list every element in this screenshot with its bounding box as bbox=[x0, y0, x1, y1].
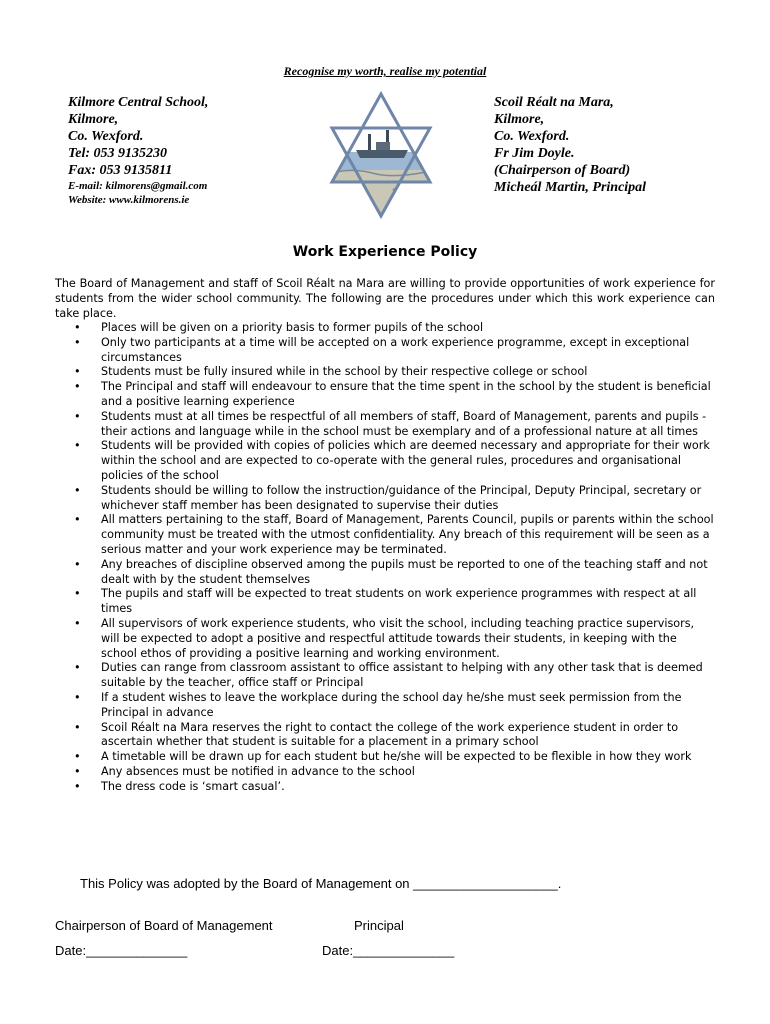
list-item: • Students will be provided with copies of policies which are deemed necessary and appropriate for their work within the school and are expected to co-operate with the general rules, procedures and organisational policies of the school bbox=[55, 439, 715, 483]
principal-name: Micheál Martin, Principal bbox=[494, 180, 647, 195]
list-item: • Any breaches of discipline observed among the pupils must be reported to one of the teaching staff and not dealt with by the student themselves bbox=[55, 558, 715, 588]
chairperson-role: (Chairperson of Board) bbox=[494, 163, 631, 178]
principal-signature-label: Principal bbox=[354, 918, 404, 933]
policy-rules-list bbox=[55, 321, 715, 795]
email-line: E-mail: kilmorens@gmail.com bbox=[68, 180, 208, 192]
school-address-right bbox=[494, 94, 646, 196]
address-line: Scoil Réalt na Mara, bbox=[494, 95, 614, 110]
adoption-statement: This Policy was adopted by the Board of Management on ____________________. bbox=[80, 876, 562, 891]
address-line: Co. Wexford. bbox=[494, 129, 570, 144]
list-item: • All matters pertaining to the staff, Board of Management, Parents Council, pupils or parents within the school community must be treated with the utmost confidentiality. Any breach of this requirement will be seen as a serious matter and your work experience may be terminated. bbox=[55, 513, 715, 557]
list-item: • The Principal and staff will endeavour to ensure that the time spent in the school by the student is beneficial and a positive learning experience bbox=[55, 380, 715, 410]
policy-title: Work Experience Policy bbox=[292, 244, 478, 260]
chairperson-signature-label: Chairperson of Board of Management bbox=[55, 918, 273, 933]
address-line: Kilmore Central School, bbox=[68, 95, 209, 110]
principal-date-field: Date:______________ bbox=[322, 943, 455, 958]
address-line: Kilmore, bbox=[68, 112, 119, 127]
list-item: • The pupils and staff will be expected to treat students on work experience programmes with respect at all times bbox=[55, 587, 715, 617]
list-item: • Students must be fully insured while in the school by their respective college or school bbox=[55, 365, 715, 380]
star-of-david-ship-crest-icon bbox=[326, 90, 436, 220]
list-item: • All supervisors of work experience students, who visit the school, including teaching practice supervisors, will be expected to adopt a positive and respectful attitude towards their students, in keeping with the school ethos of providing a positive learning and working environment. bbox=[55, 617, 715, 661]
list-item: • Any absences must be notified in advance to the school bbox=[55, 765, 715, 780]
list-item: • Students must at all times be respectful of all members of staff, Board of Management, parents and pupils - their actions and language while in the school must be exemplary and of a professional nature at all times bbox=[55, 410, 715, 440]
chairperson-name: Fr Jim Doyle. bbox=[494, 146, 575, 161]
list-item: • Scoil Réalt na Mara reserves the right to contact the college of the work experience student in order to ascertain whether that student is suitable for a placement in a primary school bbox=[55, 721, 715, 751]
list-item: • Students should be willing to follow the instruction/guidance of the Principal, Deputy Principal, secretary or whichever staff member has been designated to supervise their duties bbox=[55, 484, 715, 514]
list-item: • Only two participants at a time will be accepted on a work experience programme, except in exceptional circumstances bbox=[55, 336, 715, 366]
intro-paragraph: The Board of Management and staff of Scoil Réalt na Mara are willing to provide opportunities of work experience for students from the wider school community. The following are the procedures under which this work experience can take place. bbox=[55, 277, 715, 320]
fax-line: Fax: 053 9135811 bbox=[68, 163, 173, 178]
list-item: • The dress code is ‘smart casual’. bbox=[55, 780, 715, 795]
school-motto: Recognise my worth, realise my potential bbox=[283, 64, 487, 78]
address-line: Kilmore, bbox=[494, 112, 545, 127]
chairperson-date-field: Date:______________ bbox=[55, 943, 188, 958]
list-item: • Places will be given on a priority basis to former pupils of the school bbox=[55, 321, 715, 336]
list-item: • A timetable will be drawn up for each student but he/she will be expected to be flexible in how they work bbox=[55, 750, 715, 765]
list-item: • Duties can range from classroom assistant to office assistant to helping with any other task that is deemed suitable by the teacher, office staff or Principal bbox=[55, 661, 715, 691]
website-line: Website: www.kilmorens.ie bbox=[68, 194, 190, 206]
phone-line: Tel: 053 9135230 bbox=[68, 146, 168, 161]
list-item: • If a student wishes to leave the workplace during the school day he/she must seek permission from the Principal in advance bbox=[55, 691, 715, 721]
address-line: Co. Wexford. bbox=[68, 129, 144, 144]
school-address-left bbox=[68, 94, 208, 207]
